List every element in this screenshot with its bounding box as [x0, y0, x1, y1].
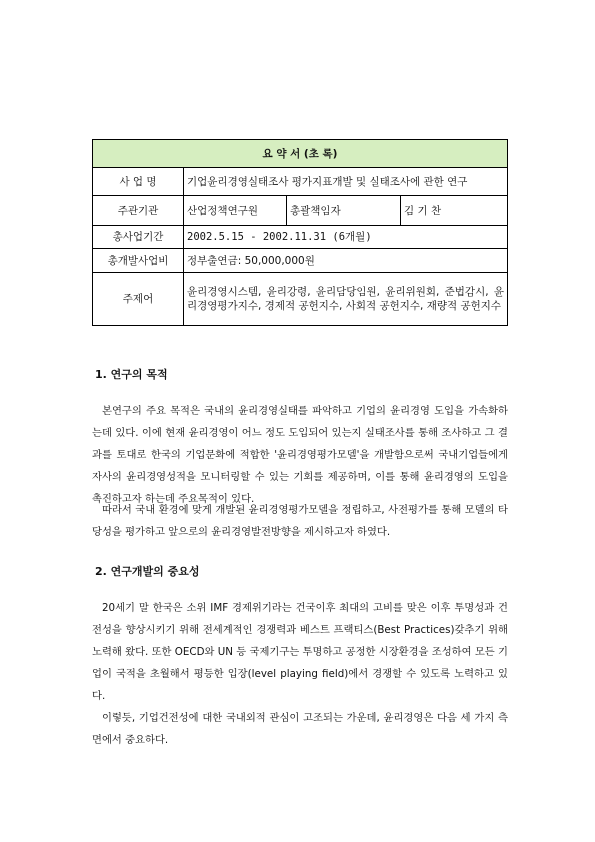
section-1-paragraph-1 [92, 400, 508, 510]
section-2-paragraph-1 [92, 597, 508, 707]
org-value: 산업정책연구원 [184, 196, 287, 226]
section-2-paragraph-2 [92, 707, 508, 751]
section-1-heading: 1. 연구의 목적 [95, 368, 168, 381]
section-2-paragraph-1-text: 20세기 말 한국은 소위 IMF 경제위기라는 건국이후 최대의 고비를 맞은 이후 투명성과 건전성을 향상시키기 위해 전세계적인 경쟁력과 베스트 프랙티스(Best Practices)갖추기 위해 노력해 왔다. 또한 OECD와 UN 등 국제기구는 투명하고 공정한 시장환경을 조성하여 모든 기업이 국적을 초월해서 평등한 입장(level playing field)에서 경쟁할 수 있도록 노력하고 있다. [92, 602, 508, 702]
director-label: 총괄책임자 [287, 196, 401, 226]
project-name-label: 사 업 명 [93, 168, 184, 196]
project-name-value: 기업윤리경영실태조사 평가지표개발 및 실태조사에 관한 연구 [184, 168, 508, 196]
period-value: 2002.5.15 - 2002.11.31 (6개월) [184, 226, 508, 249]
summary-title: 요 약 서 (초 록) [93, 140, 508, 168]
keywords-value: 윤리경영시스템, 윤리강령, 윤리담당임원, 윤리위원회, 준법감시, 윤리경영평가지수, 경제적 공헌지수, 사회적 공헌지수, 재량적 공헌지수 [184, 273, 508, 326]
section-1-paragraph-1-text: 본연구의 주요 목적은 국내의 윤리경영실태를 파악하고 기업의 윤리경영 도입을 가속화하는데 있다. 이에 현재 윤리경영이 어느 정도 도입되어 있는지 실태조사를 통해 조사하고 그 결과를 토대로 한국의 기업문화에 적합한 '윤리경영평가모델'을 개발함으로써 국내기업들에게 자사의 윤리경영성적을 모니터링할 수 있는 기회를 제공하며, 이를 통해 윤리경영의 도입을 촉진하고자 하는데 주요목적이 있다. [92, 405, 508, 505]
budget-value: 정부출연금: 50,000,000원 [184, 249, 508, 273]
section-2-heading: 2. 연구개발의 중요성 [95, 565, 200, 578]
period-label: 총사업기간 [93, 226, 184, 249]
section-1-paragraph-2-text: 따라서 국내 환경에 맞게 개발된 윤리경영평가모델을 정립하고, 사전평가를 통해 모델의 타당성을 평가하고 앞으로의 윤리경영발전방향을 제시하고자 하였다. [92, 504, 508, 538]
section-1-paragraph-2 [92, 499, 508, 543]
section-2-paragraph-2-text: 이렇듯, 기업건전성에 대한 국내외적 관심이 고조되는 가운데, 윤리경영은 다음 세 가지 측면에서 중요하다. [92, 712, 508, 746]
director-value: 김 기 찬 [401, 196, 508, 226]
budget-label: 총개발사업비 [93, 249, 184, 273]
org-label: 주관기관 [93, 196, 184, 226]
keywords-label: 주제어 [93, 273, 184, 326]
summary-table [92, 139, 508, 326]
